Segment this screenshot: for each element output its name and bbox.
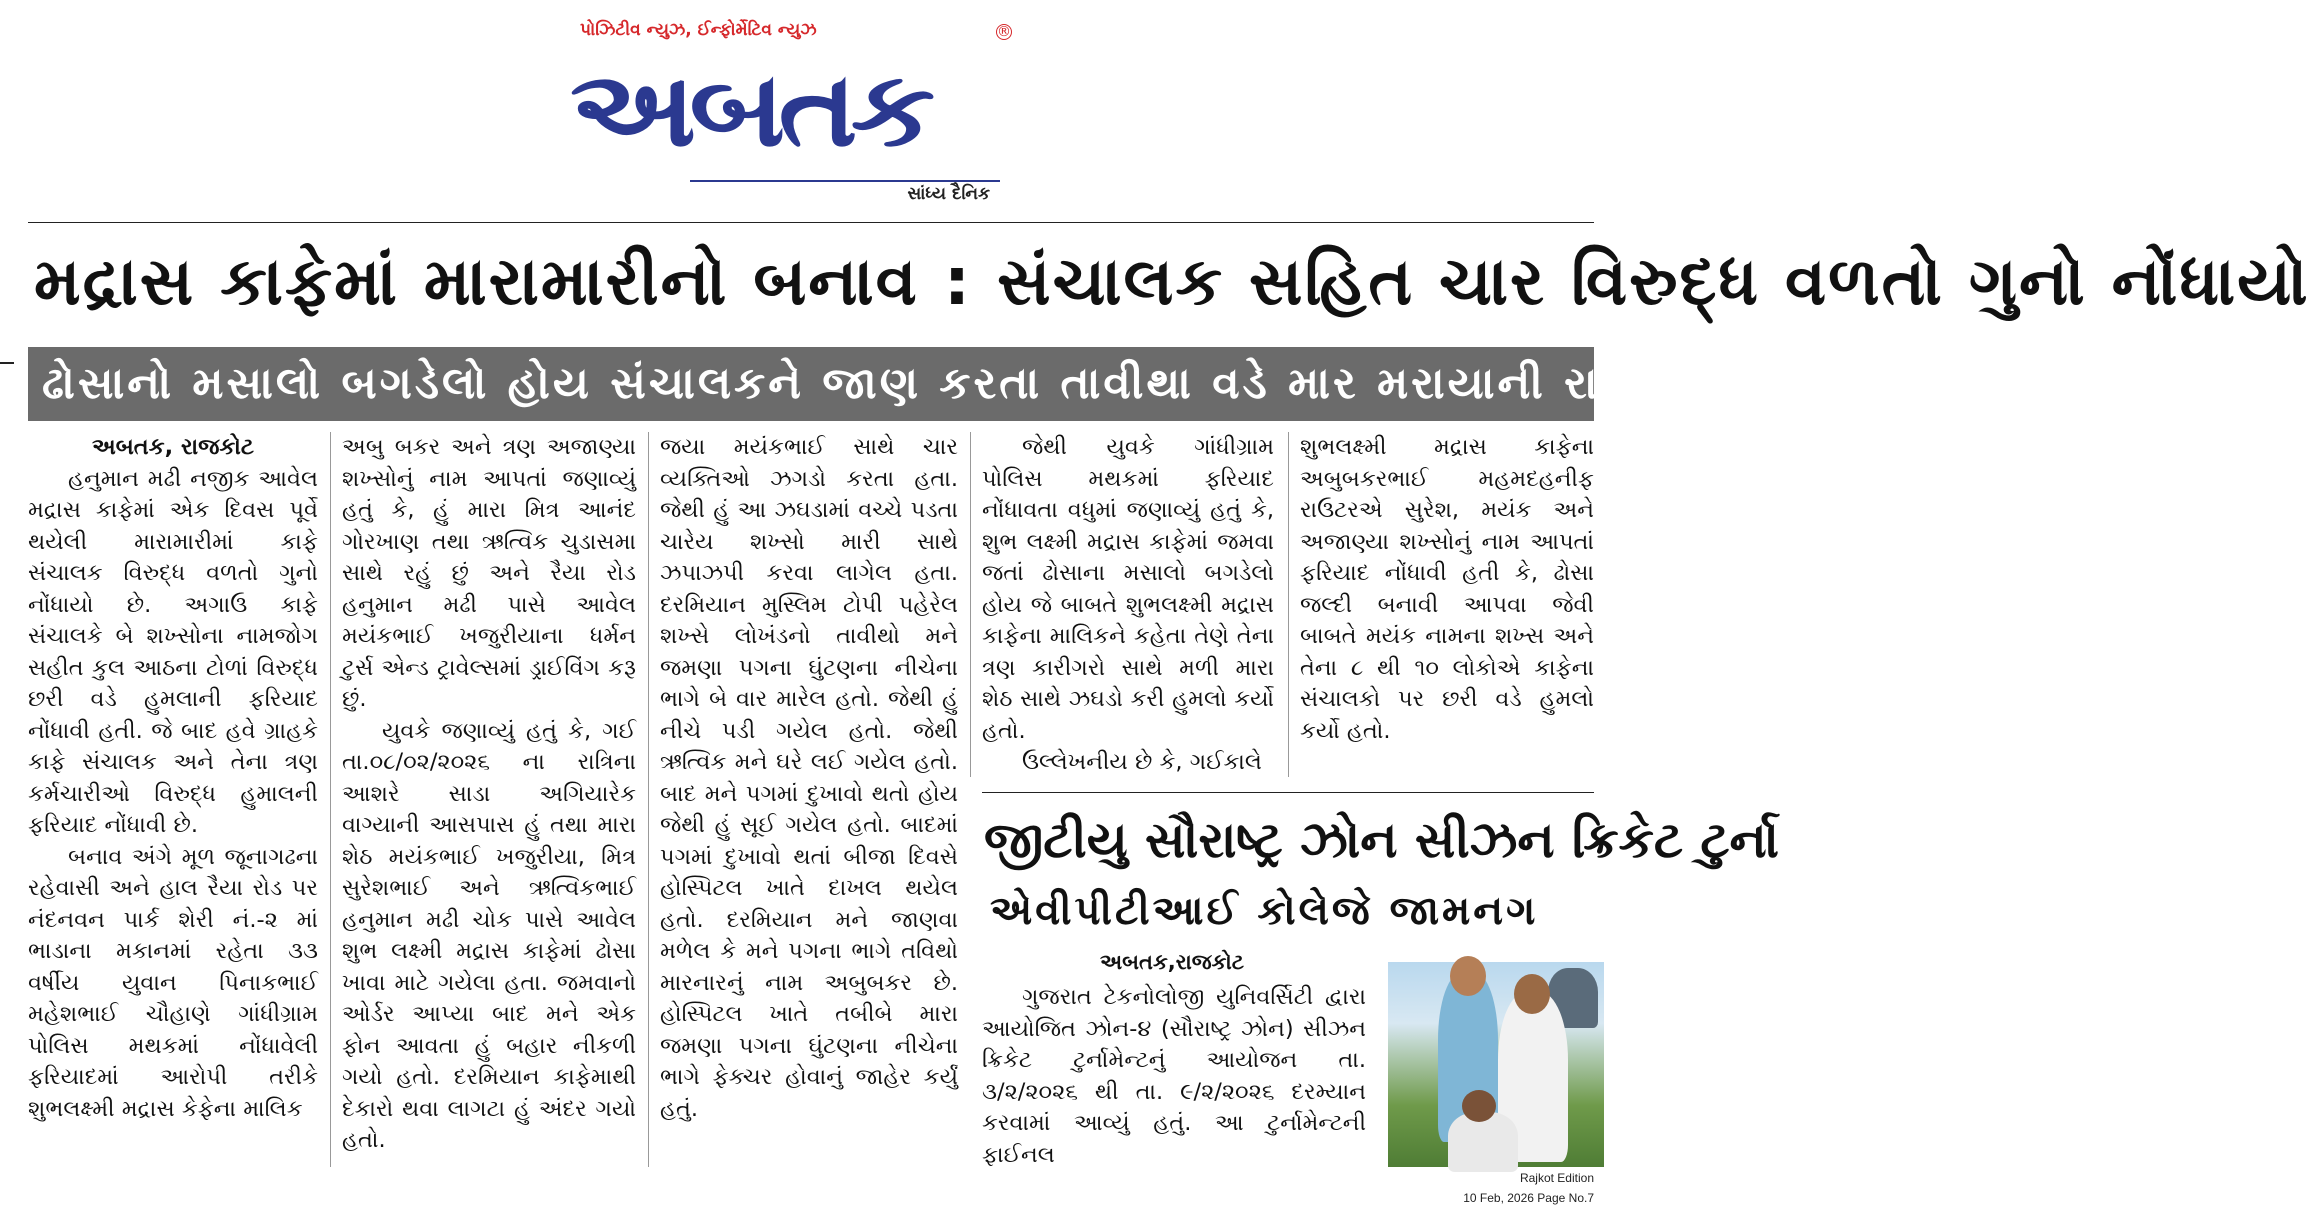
- story1-subheadline: ઢોસાનો મસાલો બગડેલો હોય સંચાલકને જાણ કરતા તાવીથા વડે માર મરાયાની રાવ: [42, 358, 1632, 409]
- registered-mark: ®: [997, 24, 1011, 40]
- photo-figure-head: [1450, 956, 1486, 996]
- story2-paragraph: ગુજરાત ટેકનોલોજી યુનિવર્સિટી દ્વારા આયોજિત ઝોન-૪ (સૌરાષ્ટ્ર ઝોન) સીઝન ક્રિકેટ ટુર્નામેન્ટનું આયોજન તા. ૩/૨/૨૦૨૬ થી તા. ૯/૨/૨૦૨૬ દરમ્યાન કરવામાં આવ્યું હતું. આ ટુર્નામેન્ટની ફાઈનલ: [982, 984, 1366, 1168]
- story2-divider: [982, 792, 1594, 793]
- photo-figure-head: [1462, 1090, 1496, 1122]
- column-divider: [648, 432, 649, 1167]
- newspaper-logo: અબતક: [570, 48, 929, 170]
- edition-name: Rajkot Edition: [1519, 1171, 1594, 1185]
- story1-column-1: [28, 432, 318, 1172]
- story2-headline: જીટીયુ સૌરાષ્ટ્ર ઝોન સીઝન ક્રિકેટ ટુર્ના: [984, 811, 1780, 869]
- story2-subheadline: એવીપીટીઆઈ કોલેજે જામનગ: [990, 888, 1539, 934]
- masthead: [570, 14, 1020, 204]
- story1-paragraph: ઉલ્લેખનીય છે કે, ગઈકાલે: [1022, 749, 1262, 775]
- story1-column-4: [982, 432, 1274, 775]
- story1-paragraph: યુવકે જણાવ્યું હતું કે, ગઈ તા.૦૮/૦૨/૨૦૨૬ ના રાત્રિના આશરે સાડા અગિયારેક વાગ્યાની આસપાસ હું તથા મારા શેઠ મયંકભાઈ ખજુરીયા, મિત્ર સુરેશભાઈ અને ઋત્વિકભાઈ હનુમાન મઢી ચોક પાસે આવેલ શુભ લક્ષ્મી મદ્રાસ કાફેમાં ઢોસા ખાવા માટે ગયેલા હતા. જમવાનો ઓર્ડર આપ્યા બાદ મને એક ફોન આવતા હું બહાર નીકળી ગયો હતો. દરમિયાન કાફેમાથી દેકારો થવા લાગટા હું અંદર ગયો હતો.: [342, 717, 636, 1153]
- story1-column-2: [342, 432, 636, 1172]
- story1-column-5: [1300, 432, 1594, 772]
- story2-dateline: અબતક,રાજકોટ: [1100, 950, 1244, 974]
- masthead-tagline: પોઝિટીવ ન્યુઝ, ઈન્ફોર્મેટિવ ન્યુઝ: [580, 20, 817, 40]
- story1-paragraph: જયા મયંકભાઈ સાથે ચાર વ્યક્તિઓ ઝગડો કરતા હતા. જેથી હું આ ઝઘડામાં વચ્ચે પડતા ચારેય શખ્સો મારી સાથે ઝપાઝપી કરવા લાગેલ હતા. દરમિયાન મુસ્લિમ ટોપી પહેરેલ શખ્સે લોખંડનો તાવીથો મને જમણા પગના ઘુંટણના નીચેના ભાગે બે વાર મારેલ હતો. જેથી હું નીચે પડી ગયેલ હતો. જેથી ઋત્વિક મને ઘરે લઈ ગયેલ હતો. બાદ મને પગમાં દુખાવો થતો હોય જેથી હું સૂઈ ગયેલ હતો. બાદમાં પગમાં દુખાવો થતાં બીજા દિવસે હોસ્પિટલ ખાતે દાખલ થયેલ હતો. દરમિયાન મને જાણવા મળેલ કે મને પગના ભાગે તવિથો મારનારનું નામ અબુબકર છે. હોસ્પિટલ ખાતે તબીબે મારા જમણા પગના ઘુંટણના નીચેના ભાગે ફેક્ચર હોવાનું જાહેર કર્યું હતું.: [660, 434, 958, 1122]
- story1-paragraph: હનુમાન મઢી નજીક આવેલ મદ્રાસ કાફેમાં એક દિવસ પૂર્વે થયેલી મારામારીમાં કાફે સંચાલક વિરુદ્ધ વળતો ગુનો નોંધાયો છે. અગાઉ કાફે સંચાલકે બે શખ્સોના નામજોગ સહીત કુલ આઠના ટોળાં વિરુદ્ધ છરી વડે હુમલાની ફરિયાદ નોંધાવી હતી. જે બાદ હવે ગ્રાહકે કાફે સંચાલક અને તેના ત્રણ કર્મચારીઓ વિરુદ્ધ હુમાલની ફરિયાદ નોંધાવી છે.: [28, 465, 318, 838]
- story1-subheadline-band: [28, 347, 1632, 421]
- story1-headline: મદ્રાસ કાફેમાં મારામારીનો બનાવ : સંચાલક સહિત ચાર વિરુદ્ધ વળતો ગુનો નોંધાયો: [34, 243, 2310, 320]
- column-divider: [330, 432, 331, 1167]
- story1-paragraph: જેથી યુવકે ગાંધીગ્રામ પોલિસ મથકમાં ફરિયાદ નોંધાવતા વધુમાં જણાવ્યું હતું કે, શુભ લક્ષ્મી મદ્રાસ કાફેમાં જમવા જતાં ઢોસાના મસાલો બગડેલો હોય જે બાબતે શુભલક્ષ્મી મદ્રાસ કાફેના માલિકને કહેતા તેણે તેના ત્રણ કારીગરો સાથે મળી મારા શેઠ સાથે ઝઘડો કરી હુમલો કર્યો હતો.: [982, 434, 1274, 744]
- story1-paragraph: શુભલક્ષ્મી મદ્રાસ કાફેના અબુબકરભાઈ મહમદહનીફ રાઉટરએ સુરેશ, મયંક અને અજાણ્યા શખ્સોનું નામ આપતાં ફરિયાદ નોંધાવી હતી કે, ઢોસા જલ્દી બનાવી આપવા જેવી બાબતે મયંક નામના શખ્સ અને તેના ૮ થી ૧૦ લોકોએ કાફેના સંચાલકો પર છરી વડે હુમલો કર્યો હતો.: [1300, 434, 1594, 744]
- column-divider: [1288, 432, 1289, 777]
- margin-mark: [0, 362, 14, 364]
- photo-figure-head: [1514, 974, 1550, 1014]
- masthead-subtitle: સાંધ્ય દૈનિક: [907, 184, 990, 204]
- top-divider: [28, 222, 1594, 223]
- masthead-underline: [690, 180, 1000, 182]
- cricket-team-photo: [1388, 962, 1604, 1167]
- story1-dateline: અબતક, રાજકોટ: [91, 434, 255, 460]
- story2-body: [982, 982, 1366, 1172]
- column-divider: [970, 432, 971, 777]
- story1-paragraph: અબુ બકર અને ત્રણ અજાણ્યા શખ્સોનું નામ આપતાં જણાવ્યું હતું કે, હું મારા મિત્ર આનંદ ગોરખાણ તથા ઋત્વિક ચુડાસમા સાથે રહું છું અને રૈયા રોડ હનુમાન મઢી પાસે આવેલ મયંકભાઈ ખજુરીયાના ધર્મન ટુર્સ એન્ડ ટ્રાવેલ્સમાં ડ્રાઈવિંગ કરૂ છું.: [342, 434, 636, 712]
- story1-paragraph: બનાવ અંગે મૂળ જૂનાગઢના રહેવાસી અને હાલ રૈયા રોડ પર નંદનવન પાર્ક શેરી નં.-૨ માં ભાડાના મકાનમાં રહેતા ૩૩ વર્ષીય યુવાન પિનાકભાઈ મહેશભાઈ ચૌહાણે ગાંધીગ્રામ પોલિસ મથકમાં નોંધાવેલી ફરિયાદમાં આરોપી તરીકે શુભલક્ષ્મી મદ્રાસ કેફેના માલિક: [28, 843, 318, 1122]
- edition-info: [1463, 1168, 1594, 1208]
- edition-date-page: 10 Feb, 2026 Page No.7: [1463, 1191, 1594, 1205]
- story1-column-3: [660, 432, 958, 1172]
